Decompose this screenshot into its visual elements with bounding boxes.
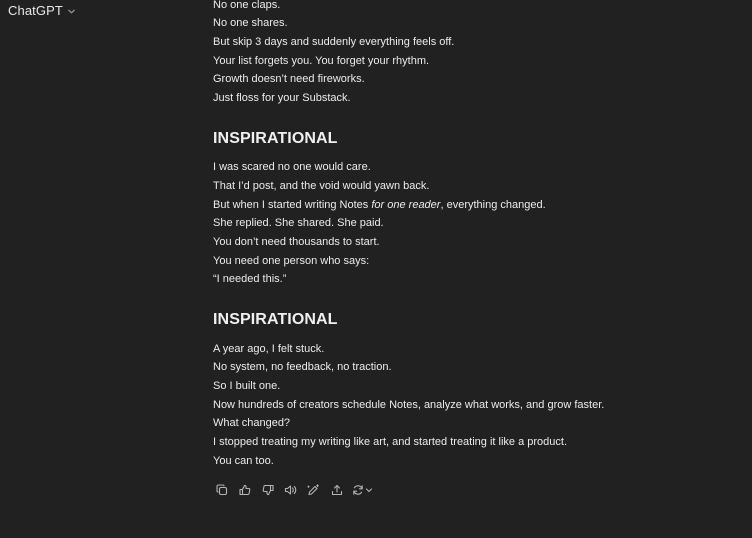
regenerate-icon — [352, 484, 374, 496]
copy-icon — [216, 484, 228, 496]
mixed-text-italic: for one reader — [371, 199, 441, 211]
message-line: She replied. She shared. She paid. — [213, 217, 384, 229]
message-line-mixed — [213, 198, 546, 212]
message-line: You need one person who says: — [213, 255, 370, 267]
message-line: Now hundreds of creators schedule Notes, analyze what works, and grow faster. — [213, 399, 605, 411]
thumbs-up-icon — [239, 484, 251, 496]
regenerate-button[interactable] — [351, 483, 375, 497]
section-heading: INSPIRATIONAL — [213, 130, 338, 147]
message-line: Growth doesn’t need fireworks. — [213, 73, 365, 85]
message-line: No one shares. — [213, 17, 288, 29]
message-line: You don’t need thousands to start. — [213, 236, 380, 248]
share-icon — [331, 484, 343, 496]
message-line: “I needed this.” — [213, 273, 287, 285]
message-line: I was scared no one would care. — [213, 161, 371, 173]
message-line: That I’d post, and the void would yawn back. — [213, 180, 430, 192]
edit-canvas-button[interactable] — [305, 483, 322, 497]
message-line: So I built one. — [213, 380, 281, 392]
pen-sparkle-icon — [307, 484, 320, 496]
thumbs-down-button[interactable] — [259, 483, 276, 497]
chevron-down-icon — [67, 7, 76, 16]
thumbs-down-icon — [262, 484, 274, 496]
share-button[interactable] — [328, 483, 345, 497]
message-line: Your list forgets you. You forget your rhythm. — [213, 55, 430, 67]
mixed-text-after: , everything changed. — [440, 199, 546, 211]
message-line: But skip 3 days and suddenly everything feels off. — [213, 36, 455, 48]
message-actions — [213, 483, 375, 497]
read-aloud-button[interactable] — [282, 483, 299, 497]
message-line: No system, no feedback, no traction. — [213, 361, 392, 373]
model-name: ChatGPT — [8, 3, 63, 18]
copy-button[interactable] — [213, 483, 230, 497]
section-heading: INSPIRATIONAL — [213, 311, 338, 328]
message-line: No one claps. — [213, 0, 281, 11]
message-line: A year ago, I felt stuck. — [213, 343, 325, 355]
model-switcher[interactable] — [8, 3, 76, 18]
mixed-text-before: But when I started writing Notes — [213, 199, 372, 211]
message-line: What changed? — [213, 417, 291, 429]
speaker-icon — [284, 484, 297, 496]
message-line: Just floss for your Substack. — [213, 92, 351, 104]
thumbs-up-button[interactable] — [236, 483, 253, 497]
message-line: I stopped treating my writing like art, and started treating it like a product. — [213, 436, 568, 448]
message-line: You can too. — [213, 455, 274, 467]
